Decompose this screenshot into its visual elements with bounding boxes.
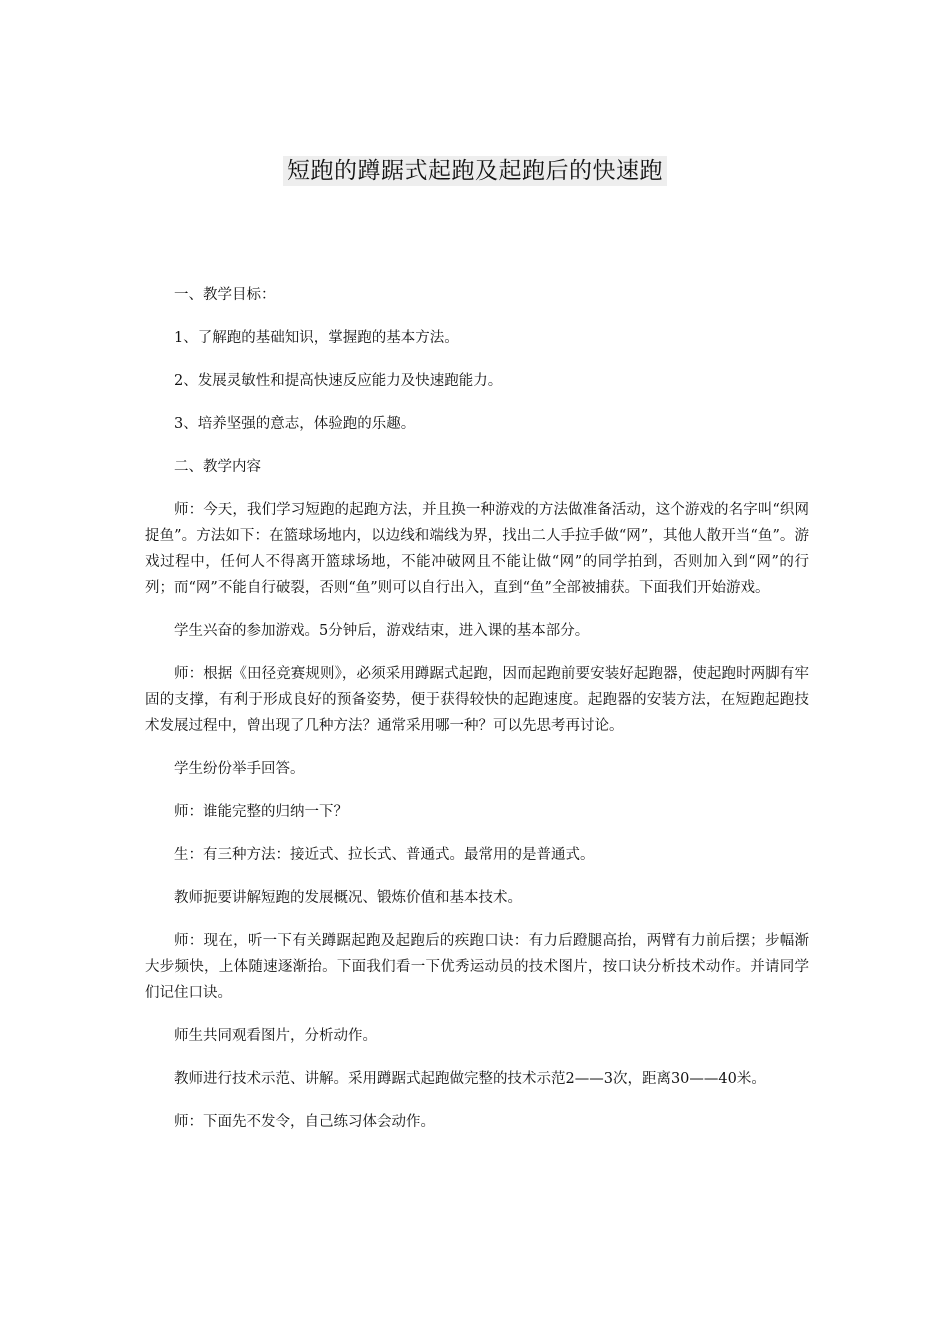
goal-item: 2、发展灵敏性和提高快速反应能力及快速跑能力。 — [174, 373, 503, 389]
paragraph: 师：根据《田径竞赛规则》，必须采用蹲踞式起跑，因而起跑前要安装好起跑器，使起跑时两脚有牢固的支撑，有利于形成良好的预备姿势，便于获得较快的起跑速度。起跑器的安装方法，在短跑起跑技术发展过程中，曾出现了几种方法？通常采用哪一种？可以先思考再讨论。 — [145, 666, 809, 734]
paragraph: 学生兴奋的参加游戏。5分钟后，游戏结束，进入课的基本部分。 — [174, 623, 590, 639]
document-title — [0, 152, 950, 185]
goal-item: 1、了解跑的基础知识，掌握跑的基本方法。 — [174, 330, 459, 346]
document-body — [145, 282, 809, 1152]
paragraph: 师：现在，听一下有关蹲踞起跑及起跑后的疾跑口诀：有力后蹬腿高抬，两臂有力前后摆；步幅渐大步频快，上体随速逐渐抬。下面我们看一下优秀运动员的技术图片，按口诀分析技术动作。并请同学们记住口诀。 — [145, 933, 809, 1001]
document-title-text: 短跑的蹲踞式起跑及起跑后的快速跑 — [283, 156, 667, 186]
paragraph: 师：今天，我们学习短跑的起跑方法，并且换一种游戏的方法做准备活动，这个游戏的名字叫“织网捉鱼”。方法如下：在篮球场地内，以边线和端线为界，找出二人手拉手做“网”，其他人散开当“鱼”。游戏过程中，任何人不得离开篮球场地，不能冲破网且不能让做“网”的同学拍到，否则加入到“网”的行列；而“网”不能自行破裂，否则“鱼”则可以自行出入，直到“鱼”全部被捕获。下面我们开始游戏。 — [145, 502, 809, 596]
section-heading-goals: 一、教学目标： — [174, 287, 276, 303]
paragraph: 生：有三种方法：接近式、拉长式、普通式。最常用的是普通式。 — [174, 847, 595, 863]
paragraph: 师生共同观看图片，分析动作。 — [174, 1028, 377, 1044]
section-heading-content: 二、教学内容 — [174, 459, 261, 475]
paragraph: 学生纷份举手回答。 — [174, 761, 305, 777]
paragraph: 师：下面先不发令，自己练习体会动作。 — [174, 1114, 435, 1130]
paragraph: 教师扼要讲解短跑的发展概况、锻炼价值和基本技术。 — [174, 890, 522, 906]
goal-item: 3、培养坚强的意志，体验跑的乐趣。 — [174, 416, 416, 432]
paragraph: 师：谁能完整的归纳一下？ — [174, 804, 348, 820]
paragraph: 教师进行技术示范、讲解。采用蹲踞式起跑做完整的技术示范2——3次，距离30——40米。 — [174, 1071, 766, 1087]
